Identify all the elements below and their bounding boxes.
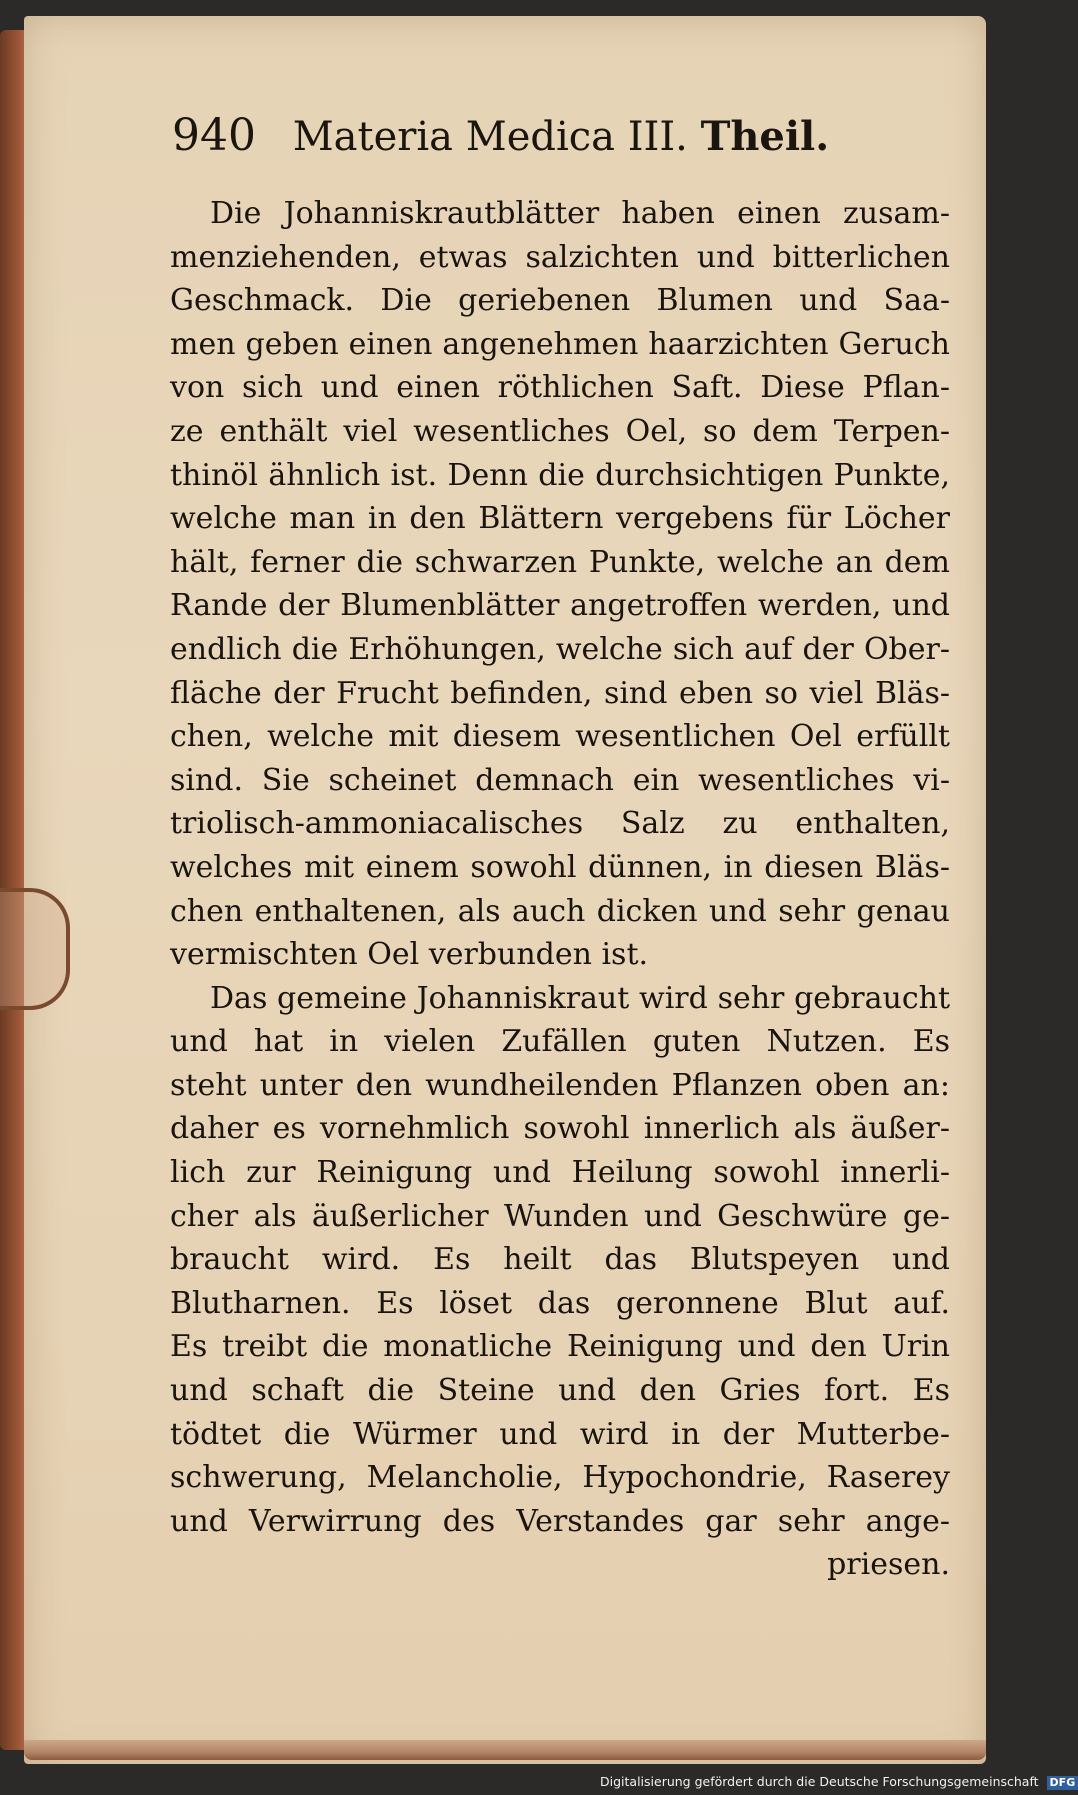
text-line: triolisch-ammoniacalisches Salz zu enthalten, bbox=[170, 806, 950, 842]
paragraph-2 bbox=[170, 977, 950, 1544]
text-line: und schaft die Steine und den Gries fort. Es bbox=[170, 1373, 950, 1409]
text-line: Es treibt die monatliche Reinigung und den Urin bbox=[170, 1329, 950, 1365]
text-line: Geschmack. Die geriebenen Blumen und Saa- bbox=[170, 283, 950, 319]
credit-text: Digitalisierung gefördert durch die Deutsche Forschungsgemeinschaft bbox=[600, 1774, 1039, 1789]
text-line: lich zur Reinigung und Heilung sowohl innerli- bbox=[170, 1155, 950, 1191]
text-line: Rande der Blumenblätter angetroffen werden, und bbox=[170, 588, 950, 624]
catchword: priesen. bbox=[827, 1547, 950, 1583]
dfg-logo: DFG bbox=[1047, 1776, 1078, 1790]
text-line: hält, ferner die schwarzen Punkte, welche an dem bbox=[170, 544, 950, 580]
paragraph-1 bbox=[170, 192, 950, 977]
page-number: 940 bbox=[172, 110, 256, 161]
text-line: schwerung, Melancholie, Hypochondrie, Raserey bbox=[170, 1460, 950, 1496]
text-line: braucht wird. Es heilt das Blutspeyen und bbox=[170, 1242, 950, 1278]
running-title: Materia Medica III. bbox=[292, 114, 688, 160]
text-line: daher es vornehmlich sowohl innerlich als äußer- bbox=[170, 1111, 950, 1147]
page-tab-marker bbox=[0, 888, 70, 1010]
running-header bbox=[172, 106, 932, 166]
text-line: Die Johanniskrautblätter haben einen zusam- bbox=[210, 196, 950, 231]
text-line: tödtet die Würmer und wird in der Mutterbe- bbox=[170, 1416, 950, 1452]
text-line: steht unter den wundheilenden Pflanzen oben an: bbox=[170, 1067, 950, 1103]
text-line: cher als äußerlicher Wunden und Geschwüre ge- bbox=[170, 1198, 950, 1234]
text-line: chen enthaltenen, als auch dicken und sehr genau bbox=[170, 893, 950, 929]
text-line: vermischten Oel verbunden ist. bbox=[170, 937, 649, 973]
body-text bbox=[170, 192, 950, 1587]
text-line: welches mit einem sowohl dünnen, in diesen Bläs- bbox=[170, 849, 950, 885]
text-line: und Verwirrung des Verstandes gar sehr ange- bbox=[170, 1503, 950, 1539]
running-title-part: Theil. bbox=[700, 113, 830, 160]
text-line: ze enthält viel wesentliches Oel, so dem Terpen- bbox=[170, 413, 950, 449]
text-line: menziehenden, etwas salzichten und bitterlichen bbox=[170, 239, 950, 275]
text-line: thinöl ähnlich ist. Denn die durchsichtigen Punkte, bbox=[170, 457, 950, 493]
text-line: Blutharnen. Es löset das geronnene Blut auf. bbox=[170, 1285, 950, 1321]
text-line: chen, welche mit diesem wesentlichen Oel erfüllt bbox=[170, 719, 950, 755]
text-line: welche man in den Blättern vergebens für Löcher bbox=[170, 501, 950, 537]
text-line: Das gemeine Johanniskraut wird sehr gebraucht bbox=[210, 980, 950, 1016]
text-line: fläche der Frucht befinden, sind eben so viel Bläs- bbox=[170, 675, 950, 711]
text-line: endlich die Erhöhungen, welche sich auf der Ober- bbox=[170, 631, 950, 667]
page-bottom-edge bbox=[24, 1740, 986, 1760]
text-line: sind. Sie scheinet demnach ein wesentliches vi- bbox=[170, 762, 950, 798]
text-line: und hat in vielen Zufällen guten Nutzen. Es bbox=[170, 1024, 950, 1060]
text-line: von sich und einen röthlichen Saft. Diese Pflan- bbox=[170, 370, 950, 406]
digitization-credit bbox=[600, 1772, 1076, 1792]
text-line: men geben einen angenehmen haarzichten Geruch bbox=[170, 326, 950, 362]
